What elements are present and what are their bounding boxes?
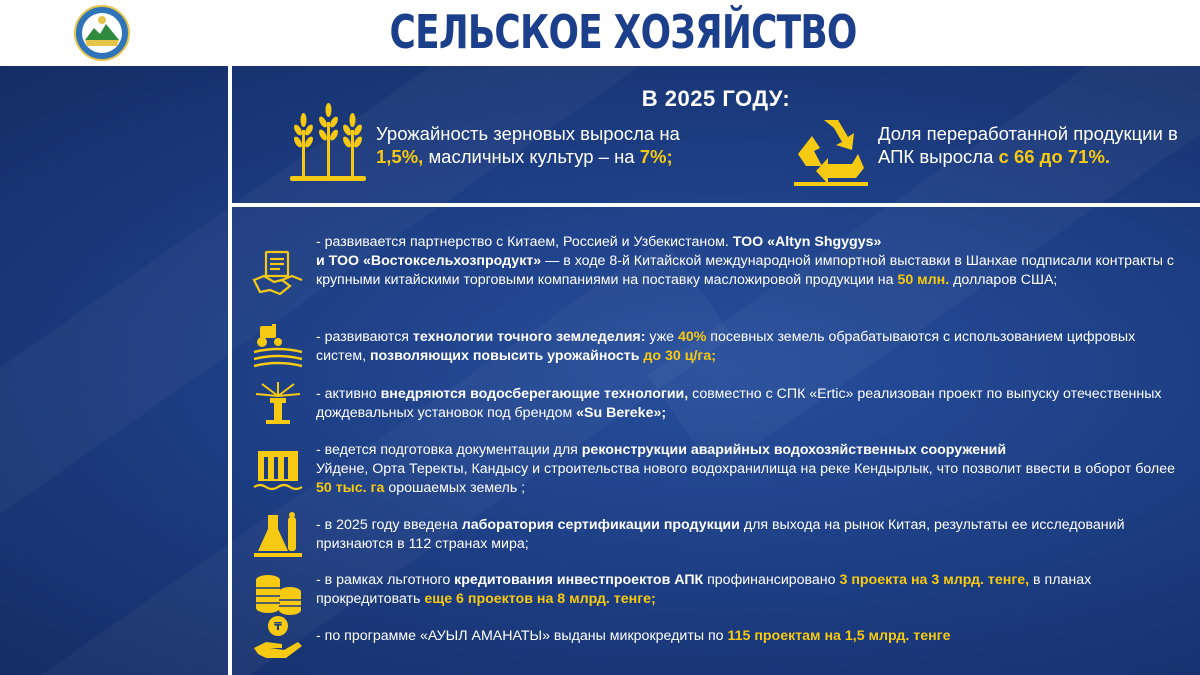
dam-icon bbox=[252, 447, 304, 495]
divider-horizontal bbox=[228, 203, 1200, 207]
tractor-field-icon bbox=[252, 322, 304, 370]
item-laboratory: - в 2025 году введена лаборатория сертификации продукции для выхода на рынок Китая, результаты ее исследований признаются в 112 странах мира; bbox=[316, 517, 1125, 552]
item-microcredit: - по программе «АУЫЛ АМАНАТЫ» выданы микрокредиты по 115 проектам на 1,5 млрд. тенге bbox=[316, 628, 951, 644]
handshake-document-icon bbox=[252, 250, 304, 298]
item-partnership: - развивается партнерство с Китаем, Россией и Узбекистаном. ТОО «Altyn Shgygys» и ТОО «Востоксельхозпродукт» — в ходе 8-й Китайской международной импортной выставки в Шанхае подписали контракты с крупными китайскими торговыми компаниями на поставку масложировой продукции на 50 млн. долларов США; bbox=[316, 234, 1174, 288]
header bbox=[0, 0, 1200, 66]
year-heading: В 2025 ГОДУ: bbox=[641, 86, 791, 111]
item-water-facilities: - ведется подготовка документации для реконструкции аварийных водохозяйственных сооружений Уйдене, Орта Теректы, Кандысу и строительства нового водохранилища на реке Кендырлык, что позволит ввести в оборот более 50 тыс. га орошаемых земель ; bbox=[316, 442, 1175, 496]
hand-coin-icon bbox=[252, 614, 304, 662]
recycle-icon bbox=[794, 112, 868, 186]
item-water-saving: - активно внедряются водосберегающие технологии, совместно с СПК «Ertic» реализован проект по выпуску отечественных дождевальных установок под брендом «Su Bereke»; bbox=[316, 386, 1162, 421]
processed-products-stat: Доля переработанной продукции в АПК выросла с 66 до 71%. bbox=[878, 123, 1178, 167]
coins-stack-icon bbox=[252, 570, 304, 618]
region-emblem-icon bbox=[72, 4, 132, 62]
grain-yield-stat: Урожайность зерновых выросла на 1,5%, масличных культур – на 7%; bbox=[376, 123, 680, 167]
item-investment-credit: - в рамках льготного кредитования инвестпроектов АПК профинансировано 3 проекта на 3 млрд. тенге, в планах прокредитовать еще 6 проектов на 8 млрд. тенге; bbox=[316, 572, 1092, 607]
item-precision-farming: - развиваются технологии точного земледелия: уже 40% посевных земель обрабатываются с использованием цифровых систем, позволяющих повысить урожайность до 30 ц/га; bbox=[316, 329, 1136, 364]
svg-text:₸: ₸ bbox=[274, 620, 282, 633]
sprinkler-icon bbox=[252, 380, 304, 428]
wheat-icon bbox=[288, 100, 368, 186]
laboratory-flask-icon bbox=[252, 511, 304, 559]
page-title: СЕЛЬСКОЕ ХОЗЯЙСТВО bbox=[389, 5, 857, 59]
summary-panel bbox=[232, 66, 1200, 203]
